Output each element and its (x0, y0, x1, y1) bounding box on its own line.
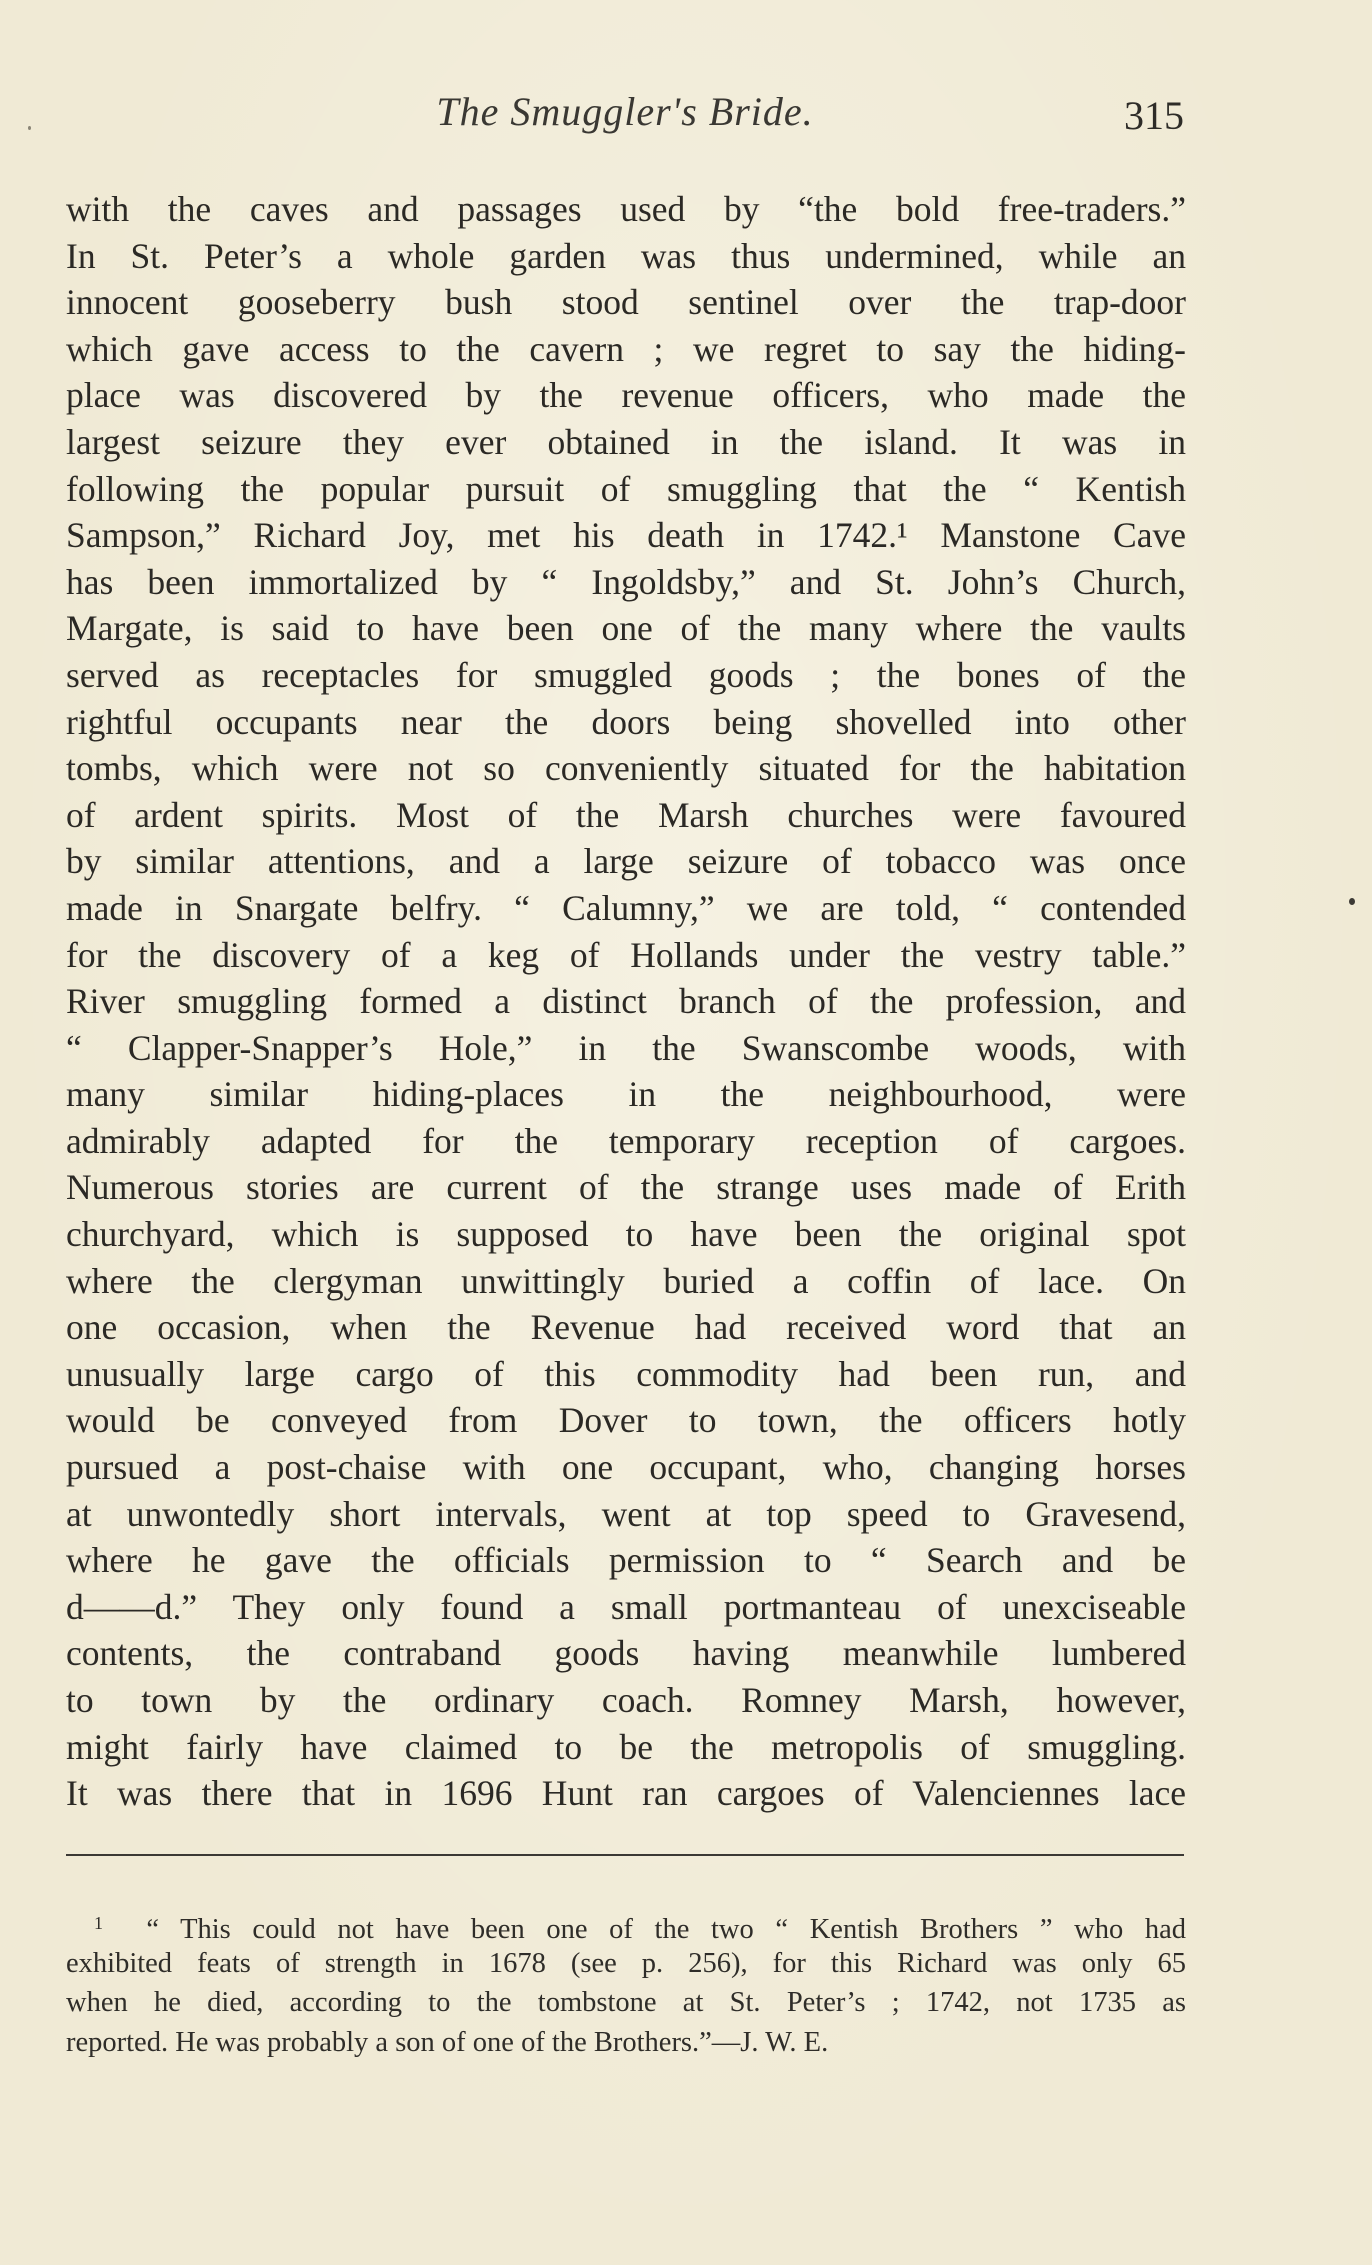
footnote-line-first (66, 1904, 1186, 1944)
running-title: The Smuggler's Bride. (436, 89, 814, 134)
text-line: with the caves and passages used by “the bold free-traders.” (66, 189, 1186, 229)
text-line: Sampson,” Richard Joy, met his death in 1742.¹ Manstone Cave (66, 515, 1186, 556)
footnote (66, 1904, 1186, 2062)
text-line: It was there that in 1696 Hunt ran cargoes of Valenciennes lace (66, 1773, 1186, 1814)
text-line: where he gave the officials permission to “ Search and be (66, 1540, 1186, 1581)
footnote-marker: 1 (94, 1913, 103, 1933)
text-line: has been immortalized by “ Ingoldsby,” and St. John’s Church, (66, 561, 1186, 602)
text-line: might fairly have claimed to be the metropolis of smuggling. (66, 1726, 1186, 1767)
text-line: served as receptacles for smuggled goods ; the bones of the (66, 654, 1186, 695)
text-line: one occasion, when the Revenue had received word that an (66, 1307, 1186, 1348)
text-line: tombs, which were not so conveniently situated for the habitation (66, 748, 1186, 789)
text-line: place was discovered by the revenue officers, who made the (66, 375, 1186, 416)
text-line: made in Snargate belfry. “ Calumny,” we are told, “ contended (66, 887, 1186, 928)
text-line: would be conveyed from Dover to town, the officers hotly (66, 1400, 1186, 1441)
text-line: where the clergyman unwittingly buried a coffin of lace. On (66, 1260, 1186, 1301)
text-line: which gave access to the cavern ; we regret to say the hiding- (66, 328, 1186, 369)
text-line: Margate, is said to have been one of the many where the vaults (66, 608, 1186, 649)
text-line: by similar attentions, and a large seizure of tobacco was once (66, 841, 1186, 882)
margin-dot (1349, 898, 1355, 905)
text-line: churchyard, which is supposed to have been the original spot (66, 1214, 1186, 1255)
text-line: Numerous stories are current of the strange uses made of Erith (66, 1167, 1186, 1208)
text-line: of ardent spirits. Most of the Marsh churches were favoured (66, 794, 1186, 835)
footnote-rule (66, 1854, 1184, 1856)
page-number: 315 (1124, 93, 1184, 138)
text-line: innocent gooseberry bush stood sentinel over the trap-door (66, 282, 1186, 323)
text-line: admirably adapted for the temporary reception of cargoes. (66, 1120, 1186, 1161)
text-line: River smuggling formed a distinct branch of the profession, and (66, 981, 1186, 1022)
text-line: contents, the contraband goods having meanwhile lumbered (66, 1633, 1186, 1674)
text-line: In St. Peter’s a whole garden was thus undermined, while an (66, 235, 1186, 276)
text-line: “ Clapper-Snapper’s Hole,” in the Swanscombe woods, with (66, 1027, 1186, 1068)
page-header (66, 80, 1184, 150)
footnote-line: reported. He was probably a son of one of the Brothers.”—J. W. E. (66, 2026, 829, 2058)
margin-speck (28, 126, 31, 130)
text-line: following the popular pursuit of smuggling that the “ Kentish (66, 468, 1186, 509)
body-text (66, 186, 1186, 1817)
text-line: unusually large cargo of this commodity had been run, and (66, 1353, 1186, 1394)
text-line: many similar hiding-places in the neighbourhood, were (66, 1074, 1186, 1115)
text-line: largest seizure they ever obtained in the island. It was in (66, 421, 1186, 462)
footnote-line: when he died, according to the tombstone at St. Peter’s ; 1742, not 1735 as (66, 1987, 1186, 2019)
footnote-line: exhibited feats of strength in 1678 (see p. 256), for this Richard was only 65 (66, 1947, 1186, 1979)
text-line: to town by the ordinary coach. Romney Marsh, however, (66, 1680, 1186, 1720)
text-line: for the discovery of a keg of Hollands under the vestry table.” (66, 934, 1186, 975)
text-line: rightful occupants near the doors being shovelled into other (66, 701, 1186, 742)
footnote-text: “ This could not have been one of the two “ Kentish Brothers ” who had (146, 1914, 1187, 1945)
text-line: d——d.” They only found a small portmanteau of unexciseable (66, 1586, 1186, 1627)
text-line: pursued a post-chaise with one occupant, who, changing horses (66, 1447, 1186, 1488)
text-line: at unwontedly short intervals, went at top speed to Gravesend, (66, 1493, 1186, 1534)
